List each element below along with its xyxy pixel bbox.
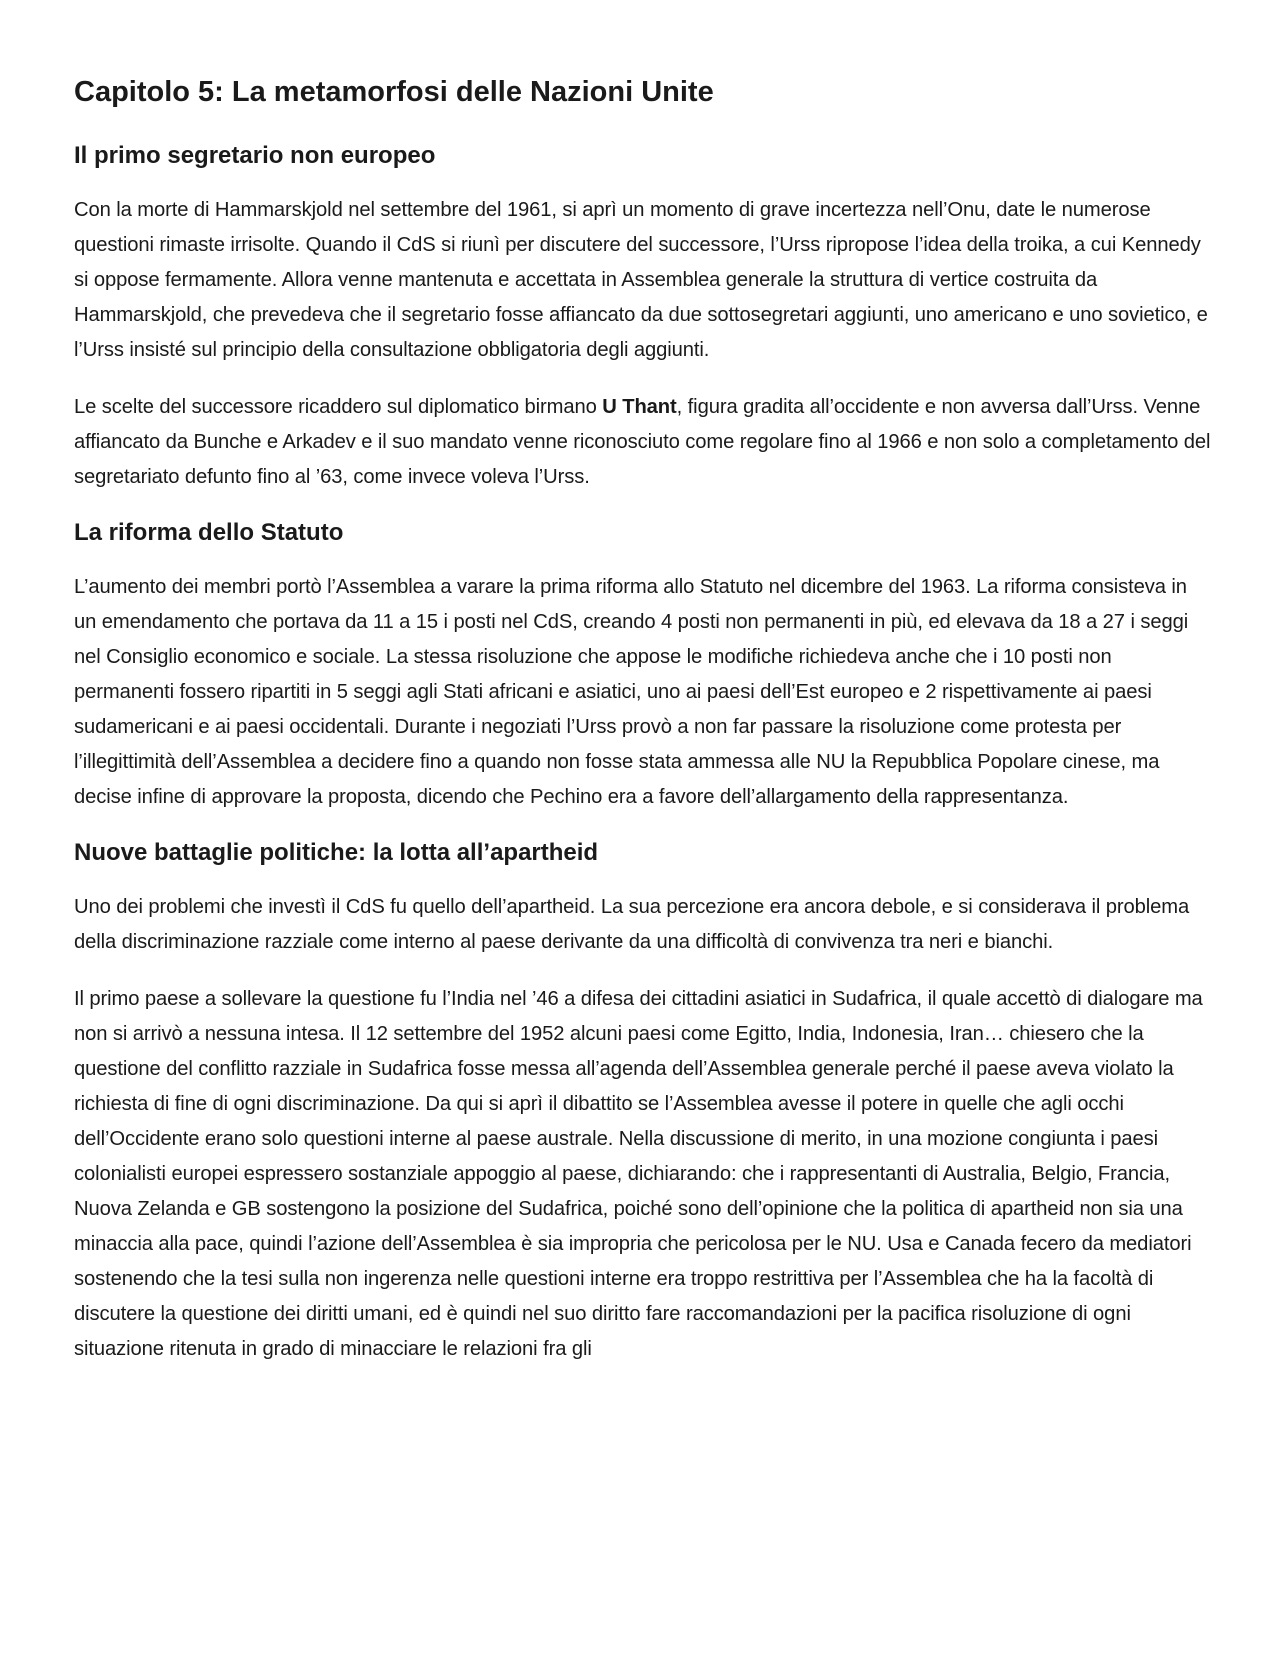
paragraph: Con la morte di Hammarskjold nel settembre del 1961, si aprì un momento di grave incertezza nell’Onu, date le numerose questioni rimaste irrisolte. Quando il CdS si riunì per discutere del successore, l’Urss ripropose l’idea della troika, a cui Kennedy si oppose fermamente. Allora venne mantenuta e accettata in Assemblea generale la struttura di vertice costruita da Hammarskjold, che prevedeva che il segretario fosse affiancato da due sottosegretari aggiunti, uno americano e uno sovietico, e l’Urss insisté sul principio della consultazione obbligatoria degli aggiunti. <box>74 198 1208 361</box>
paragraph: L’aumento dei membri portò l’Assemblea a varare la prima riforma allo Statuto nel dicembre del 1963. La riforma consisteva in un emendamento che portava da 11 a 15 i posti nel CdS, creando 4 posti non permanenti in più, ed elevava da 18 a 27 i seggi nel Consiglio economico e sociale. La stessa risoluzione che appose le modifiche richiedeva anche che i 10 posti non permanenti fossero ripartiti in 5 seggi agli Stati africani e asiatici, uno ai paesi dell’Est europeo e 2 rispettivamente ai paesi sudamericani e ai paesi occidentali. Durante i negoziati l’Urss provò a non far passare la risoluzione come protesta per l’illegittimità dell’Assemblea a decidere fino a quando non fosse stata ammessa alle NU la Repubblica Popolare cinese, ma decise infine di approvare la proposta, dicendo che Pechino era a favore dell’allargamento della rappresentanza. <box>74 576 1189 809</box>
chapter-title: Capitolo 5: La metamorfosi delle Nazioni Unite <box>74 76 714 108</box>
section-heading-riforma-statuto: La riforma dello Statuto <box>74 518 344 546</box>
paragraph: Il primo paese a sollevare la questione fu l’India nel ’46 a difesa dei cittadini asiatici in Sudafrica, il quale accettò di dialogare ma non si arrivò a nessuna intesa. Il 12 settembre del 1952 alcuni paesi come Egitto, India, Indonesia, Iran… chiesero che la questione del conflitto razziale in Sudafrica fosse messa all’agenda dell’Assemblea generale perché il paese aveva violato la richiesta di fine di ogni discriminazione. Da qui si aprì il dibattito se l’Assemblea avesse il potere in quelle che agli occhi dell’Occidente erano solo questioni interne al paese australe. Nella discussione di merito, in una mozione congiunta i paesi colonialisti europei espressero sostanziale appoggio al paese, dichiarando: che i rappresentanti di Australia, Belgio, Francia, Nuova Zelanda e GB sostengono la posizione del Sudafrica, poiché sono dell’opinione che la politica di apartheid non sia una minaccia alla pace, quindi l’azione dell’Assemblea è sia impropria che pericolosa per le NU. Usa e Canada fecero da mediatori sostenendo che la tesi sulla non ingerenza nelle questioni interne era troppo restrittiva per l’Assemblea che ha la facoltà di discutere la questione dei diritti umani, ed è quindi nel suo diritto fare raccomandazioni per la pacifica risoluzione di ogni situazione ritenuta in grado di minacciare le relazioni fra gli <box>74 988 1203 1361</box>
paragraph-u-thant <box>74 390 1214 495</box>
paragraph: Uno dei problemi che investì il CdS fu quello dell’apartheid. La sua percezione era ancora debole, e si considerava il problema della discriminazione razziale come interno al paese derivante da una difficoltà di convivenza tra neri e bianchi. <box>74 896 1190 954</box>
paragraph-text: Le scelte del successore ricaddero sul diplomatico birmano <box>74 395 603 418</box>
bold-name-u-thant: U Thant <box>602 395 677 418</box>
document-page <box>74 74 1214 1367</box>
section-heading-primo-segretario: Il primo segretario non europeo <box>74 141 436 169</box>
paragraph-text: , figura gradita all’occidente e non avversa dall’Urss. Venne affiancato da Bunche e Arkadev e il suo mandato venne riconosciuto come regolare fino al 1966 e non solo a completamento del segretariato defunto fino al ’63, come invece voleva l’Urss. <box>74 395 1211 488</box>
section-heading-apartheid: Nuove battaglie politiche: la lotta all’apartheid <box>74 839 599 867</box>
